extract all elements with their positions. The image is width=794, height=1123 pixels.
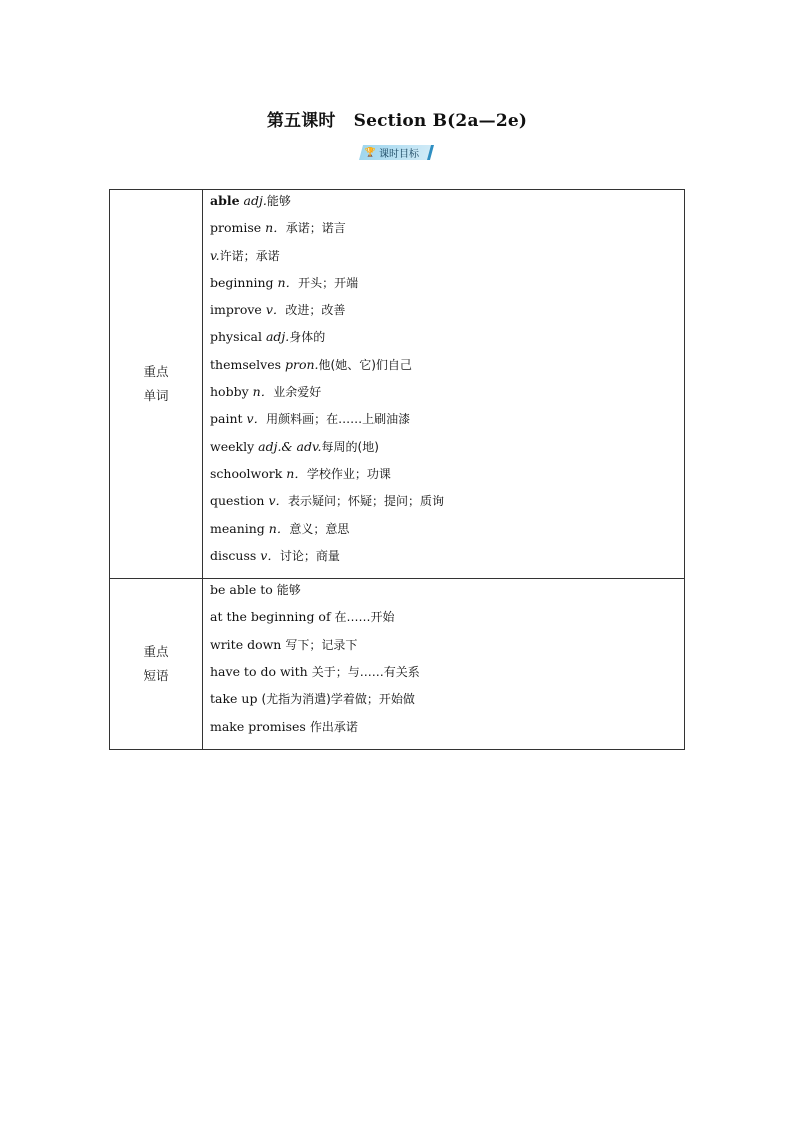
part-of-speech: n． (277, 274, 299, 290)
badge-label: 课时目标 (379, 148, 420, 160)
part-of-speech: adj. (265, 329, 290, 345)
word-entry (210, 326, 684, 353)
word-entry (210, 217, 684, 244)
key-words-category (110, 190, 203, 579)
word-text: physical (210, 329, 262, 345)
word-text: schoolwork (210, 465, 283, 481)
phrase-meaning: 写下；记录下 (285, 637, 358, 652)
phrase-meaning: 作出承诺 (309, 719, 358, 734)
phrase-entry (210, 688, 684, 715)
part-of-speech: v. (210, 247, 220, 263)
word-meaning: 讨论；商量 (279, 548, 340, 563)
word-meaning: 身体的 (289, 330, 326, 345)
part-of-speech: n． (252, 384, 274, 400)
phrase-text: take up (210, 691, 258, 707)
word-text: themselves (210, 356, 282, 372)
lesson-goal-badge (359, 145, 434, 160)
word-meaning: 业余爱好 (273, 385, 322, 400)
word-meaning: 他(她、它)们自己 (318, 357, 412, 372)
phrase-text: be able to (210, 582, 273, 598)
part-of-speech: adj.& adv. (258, 438, 322, 454)
part-of-speech: v． (246, 411, 267, 427)
word-meaning: 改进；改善 (285, 303, 346, 318)
phrase-text: have to do with (210, 664, 312, 680)
part-of-speech: v． (265, 302, 286, 318)
category-label: 重点 (143, 644, 169, 660)
category-label: 单词 (143, 388, 169, 404)
word-entry (210, 545, 684, 572)
key-phrases-category (110, 579, 203, 750)
word-entry (210, 381, 684, 408)
phrase-meaning: (尤指为消遣)学着做；开始做 (261, 692, 415, 707)
part-of-speech: v． (268, 493, 289, 509)
phrase-entry (210, 606, 684, 633)
word-entry (210, 408, 684, 435)
word-text: meaning (210, 520, 265, 536)
word-entry (210, 463, 684, 490)
word-meaning: 许诺；承诺 (219, 248, 280, 263)
part-of-speech: n． (265, 220, 286, 236)
word-text: beginning (210, 274, 274, 290)
word-meaning: 表示疑问；怀疑；提问；质询 (288, 494, 445, 509)
part-of-speech: pron. (285, 356, 319, 372)
vocabulary-table (109, 189, 685, 750)
word-text: promise (210, 220, 262, 236)
word-text: question (210, 493, 265, 509)
phrase-entry (210, 716, 684, 743)
word-meaning: 能够 (266, 194, 291, 208)
phrase-text: at the beginning of (210, 609, 335, 625)
word-meaning: 学校作业；功课 (306, 466, 391, 481)
word-text: paint (210, 411, 243, 427)
word-text: improve (210, 302, 262, 318)
part-of-speech: adj. (243, 193, 267, 208)
word-entry (210, 354, 684, 381)
phrase-meaning: 能够 (276, 583, 301, 598)
phrase-entry (210, 661, 684, 688)
word-text: able (210, 193, 240, 208)
phrase-meaning: 在……开始 (334, 610, 395, 625)
word-entry (210, 299, 684, 326)
key-phrases-row (110, 579, 685, 750)
phrase-text: write down (210, 636, 282, 652)
word-meaning: 意义；意思 (289, 521, 350, 536)
word-entry (210, 490, 684, 517)
lesson-label: 第五课时 (266, 111, 336, 131)
phrase-meaning: 关于；与……有关系 (311, 665, 420, 680)
phrase-text: make promises (210, 718, 310, 734)
word-meaning: 每周的(地) (321, 439, 379, 454)
word-text: hobby (210, 384, 249, 400)
part-of-speech: v． (260, 547, 280, 563)
part-of-speech: n． (268, 520, 290, 536)
page-title (0, 106, 794, 131)
word-text: weekly (210, 438, 255, 454)
key-phrases-list (203, 579, 685, 750)
word-entry (210, 245, 684, 272)
word-entry (210, 518, 684, 545)
category-label: 重点 (143, 364, 169, 380)
lesson-goal-badge-wrap (0, 139, 794, 160)
section-label: Section B(2a—2e) (353, 111, 528, 131)
key-words-row (110, 190, 685, 579)
key-words-list (203, 190, 685, 579)
word-meaning: 开头；开端 (298, 275, 359, 290)
part-of-speech: n． (286, 465, 307, 481)
word-entry (210, 190, 684, 217)
word-entry (210, 272, 684, 299)
category-label: 短语 (143, 668, 169, 684)
word-entry (210, 436, 684, 463)
word-meaning: 用颜料画；在……上刷油漆 (266, 412, 411, 427)
trophy-icon: 🏆 (365, 147, 377, 157)
phrase-entry (210, 579, 684, 606)
word-text: discuss (210, 547, 257, 563)
phrase-entry (210, 634, 684, 661)
word-meaning: 承诺；诺言 (285, 221, 346, 236)
